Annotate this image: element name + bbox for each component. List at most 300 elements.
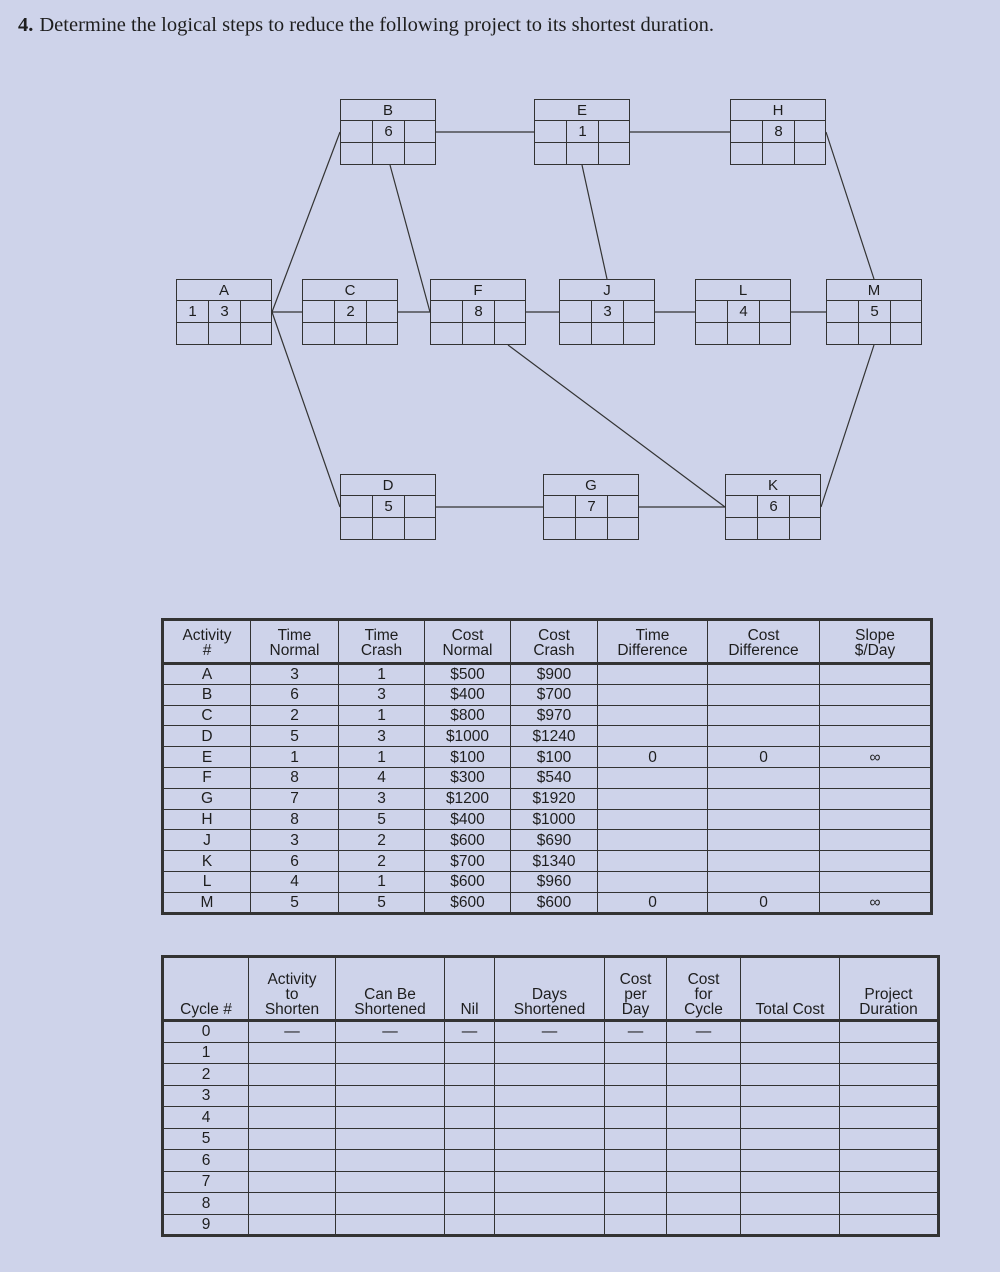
- column-header: Nil: [445, 957, 495, 1021]
- node-cell: [430, 322, 463, 345]
- activity-table-header: [163, 620, 932, 664]
- edge-K-M: [821, 345, 874, 507]
- table-cell: 9: [163, 1214, 249, 1236]
- activity-node-A: [176, 279, 272, 345]
- table-cell: 4: [339, 767, 425, 788]
- activity-row: [163, 726, 932, 747]
- table-cell: 0: [598, 747, 708, 768]
- table-cell: [605, 1171, 667, 1193]
- node-start: [543, 495, 576, 518]
- node-cell: [366, 322, 398, 345]
- table-cell: [495, 1064, 605, 1086]
- table-cell: $700: [425, 851, 511, 872]
- node-cell: [404, 495, 436, 518]
- node-cell: [240, 322, 272, 345]
- activity-node-H: [730, 99, 826, 165]
- node-cell: [372, 517, 405, 540]
- node-duration: 1: [566, 120, 599, 143]
- table-cell: $300: [425, 767, 511, 788]
- node-cell: [794, 142, 826, 165]
- table-cell: M: [163, 892, 251, 913]
- table-cell: [598, 788, 708, 809]
- table-cell: [249, 1150, 336, 1172]
- node-cell: [591, 322, 624, 345]
- table-cell: $960: [511, 871, 598, 892]
- table-cell: [598, 871, 708, 892]
- node-letter: K: [725, 474, 821, 496]
- table-cell: [495, 1193, 605, 1215]
- table-cell: [336, 1107, 445, 1129]
- activity-row: [163, 664, 932, 685]
- edge-E-J: [582, 165, 607, 279]
- table-cell: [820, 726, 932, 747]
- table-cell: $690: [511, 830, 598, 851]
- table-cell: 6: [251, 851, 339, 872]
- table-cell: [598, 705, 708, 726]
- node-cell: [404, 120, 436, 143]
- column-header: Can Be Shortened: [336, 957, 445, 1021]
- table-cell: [708, 788, 820, 809]
- table-cell: 5: [251, 726, 339, 747]
- table-cell: [249, 1107, 336, 1129]
- table-cell: 3: [339, 684, 425, 705]
- node-cell: [623, 300, 655, 323]
- node-cell: [730, 142, 763, 165]
- table-cell: [820, 664, 932, 685]
- table-cell: [249, 1193, 336, 1215]
- activity-row: [163, 705, 932, 726]
- node-letter: F: [430, 279, 526, 301]
- activity-node-G: [543, 474, 639, 540]
- column-header: Activity #: [163, 620, 251, 664]
- table-cell: [741, 1128, 840, 1150]
- table-cell: $900: [511, 664, 598, 685]
- table-cell: [336, 1042, 445, 1064]
- node-cell: [789, 495, 821, 518]
- node-duration: 7: [575, 495, 608, 518]
- node-cell: [340, 517, 373, 540]
- table-cell: F: [163, 767, 251, 788]
- table-cell: $800: [425, 705, 511, 726]
- node-letter: D: [340, 474, 436, 496]
- table-cell: 5: [163, 1128, 249, 1150]
- cycle-row: [163, 1193, 939, 1215]
- table-cell: 2: [339, 851, 425, 872]
- column-header: Cost Normal: [425, 620, 511, 664]
- cycle-table-body: [163, 1021, 939, 1236]
- table-cell: L: [163, 871, 251, 892]
- table-cell: ∞: [820, 747, 932, 768]
- table-cell: [445, 1042, 495, 1064]
- table-cell: [840, 1042, 939, 1064]
- node-cell: [762, 142, 795, 165]
- question-body: Determine the logical steps to reduce the following project to its shortest duration.: [39, 14, 714, 36]
- table-cell: [445, 1214, 495, 1236]
- activity-row: [163, 684, 932, 705]
- node-start: [826, 300, 859, 323]
- table-cell: [667, 1150, 741, 1172]
- table-cell: [708, 767, 820, 788]
- table-cell: $1000: [511, 809, 598, 830]
- table-cell: 2: [163, 1064, 249, 1086]
- activity-row: [163, 809, 932, 830]
- table-cell: [445, 1128, 495, 1150]
- table-cell: [445, 1171, 495, 1193]
- node-letter: B: [340, 99, 436, 121]
- table-cell: 6: [163, 1150, 249, 1172]
- node-duration: 5: [372, 495, 405, 518]
- node-start: [430, 300, 463, 323]
- table-cell: 1: [163, 1042, 249, 1064]
- table-cell: [445, 1193, 495, 1215]
- table-cell: ∞: [820, 892, 932, 913]
- table-cell: [708, 830, 820, 851]
- node-cell: [794, 120, 826, 143]
- table-cell: 7: [163, 1171, 249, 1193]
- table-cell: [820, 767, 932, 788]
- table-cell: [336, 1128, 445, 1150]
- node-cell: [598, 120, 630, 143]
- table-cell: [598, 851, 708, 872]
- node-cell: [890, 300, 922, 323]
- node-start: [730, 120, 763, 143]
- table-cell: [667, 1193, 741, 1215]
- node-cell: [695, 322, 728, 345]
- table-cell: [840, 1171, 939, 1193]
- node-cell: [302, 322, 335, 345]
- table-cell: 3: [339, 726, 425, 747]
- table-cell: K: [163, 851, 251, 872]
- table-cell: [249, 1171, 336, 1193]
- table-cell: [605, 1107, 667, 1129]
- node-cell: [757, 517, 790, 540]
- table-cell: [605, 1193, 667, 1215]
- activity-row: [163, 851, 932, 872]
- table-cell: [741, 1042, 840, 1064]
- node-cell: [559, 322, 592, 345]
- cycle-row: [163, 1064, 939, 1086]
- table-cell: [840, 1107, 939, 1129]
- table-cell: [336, 1214, 445, 1236]
- table-cell: 5: [339, 892, 425, 913]
- node-duration: 6: [757, 495, 790, 518]
- table-cell: [741, 1021, 840, 1043]
- activity-node-E: [534, 99, 630, 165]
- table-cell: [249, 1128, 336, 1150]
- table-cell: [445, 1107, 495, 1129]
- table-cell: [249, 1214, 336, 1236]
- column-header: Cost per Day: [605, 957, 667, 1021]
- table-cell: B: [163, 684, 251, 705]
- table-cell: [708, 851, 820, 872]
- table-cell: 0: [708, 747, 820, 768]
- table-cell: [336, 1064, 445, 1086]
- table-cell: [820, 705, 932, 726]
- node-letter: L: [695, 279, 791, 301]
- cycle-row: [163, 1107, 939, 1129]
- cycle-row: [163, 1214, 939, 1236]
- table-cell: 2: [251, 705, 339, 726]
- table-cell: [605, 1085, 667, 1107]
- node-cell: [826, 322, 859, 345]
- table-cell: 3: [251, 830, 339, 851]
- node-cell: [366, 300, 398, 323]
- cycle-row: [163, 1042, 939, 1064]
- table-cell: [598, 726, 708, 747]
- node-letter: E: [534, 99, 630, 121]
- table-cell: 0: [708, 892, 820, 913]
- node-start: [302, 300, 335, 323]
- activity-node-B: [340, 99, 436, 165]
- table-cell: $1000: [425, 726, 511, 747]
- table-cell: $1920: [511, 788, 598, 809]
- node-duration: 3: [208, 300, 241, 323]
- activity-node-L: [695, 279, 791, 345]
- node-start: [725, 495, 758, 518]
- table-cell: 8: [251, 767, 339, 788]
- table-cell: [820, 830, 932, 851]
- activity-node-F: [430, 279, 526, 345]
- table-cell: [495, 1150, 605, 1172]
- edge-H-M: [826, 132, 874, 279]
- table-cell: 1: [339, 747, 425, 768]
- table-cell: [495, 1042, 605, 1064]
- cycle-table-header: [163, 957, 939, 1021]
- table-cell: [708, 809, 820, 830]
- table-cell: [741, 1150, 840, 1172]
- table-cell: D: [163, 726, 251, 747]
- table-cell: [667, 1171, 741, 1193]
- node-duration: 8: [762, 120, 795, 143]
- node-duration: 8: [462, 300, 495, 323]
- node-cell: [340, 142, 373, 165]
- column-header: Time Difference: [598, 620, 708, 664]
- table-cell: [667, 1128, 741, 1150]
- table-cell: [495, 1107, 605, 1129]
- table-cell: [249, 1042, 336, 1064]
- table-cell: [605, 1150, 667, 1172]
- table-cell: [840, 1150, 939, 1172]
- node-start: [695, 300, 728, 323]
- cycle-row: [163, 1150, 939, 1172]
- table-cell: —: [605, 1021, 667, 1043]
- table-cell: 3: [163, 1085, 249, 1107]
- table-cell: [840, 1128, 939, 1150]
- activity-node-M: [826, 279, 922, 345]
- table-cell: —: [495, 1021, 605, 1043]
- table-cell: [741, 1214, 840, 1236]
- node-cell: [607, 517, 639, 540]
- node-cell: [176, 322, 209, 345]
- node-cell: [566, 142, 599, 165]
- activity-node-C: [302, 279, 398, 345]
- table-cell: H: [163, 809, 251, 830]
- table-cell: 4: [251, 871, 339, 892]
- table-cell: C: [163, 705, 251, 726]
- node-cell: [240, 300, 272, 323]
- table-cell: 1: [251, 747, 339, 768]
- table-cell: 5: [339, 809, 425, 830]
- table-cell: [495, 1214, 605, 1236]
- table-cell: [336, 1171, 445, 1193]
- node-cell: [462, 322, 495, 345]
- table-cell: 6: [251, 684, 339, 705]
- table-cell: —: [445, 1021, 495, 1043]
- table-cell: [495, 1171, 605, 1193]
- table-cell: $540: [511, 767, 598, 788]
- node-cell: [334, 322, 367, 345]
- node-letter: C: [302, 279, 398, 301]
- table-cell: 2: [339, 830, 425, 851]
- cycle-row: [163, 1171, 939, 1193]
- node-cell: [607, 495, 639, 518]
- activity-row: [163, 830, 932, 851]
- table-cell: $600: [511, 892, 598, 913]
- question-number: 4.: [18, 14, 34, 36]
- node-cell: [727, 322, 760, 345]
- activity-node-D: [340, 474, 436, 540]
- node-cell: [494, 300, 526, 323]
- table-cell: [708, 705, 820, 726]
- column-header: Time Normal: [251, 620, 339, 664]
- table-cell: [741, 1171, 840, 1193]
- table-cell: J: [163, 830, 251, 851]
- table-cell: 8: [163, 1193, 249, 1215]
- table-cell: A: [163, 664, 251, 685]
- column-header: Cost Crash: [511, 620, 598, 664]
- table-cell: [820, 851, 932, 872]
- activity-row: [163, 747, 932, 768]
- column-header: Activity to Shorten: [249, 957, 336, 1021]
- table-cell: $600: [425, 892, 511, 913]
- table-cell: 1: [339, 705, 425, 726]
- table-cell: 0: [163, 1021, 249, 1043]
- table-cell: [667, 1214, 741, 1236]
- column-header: Days Shortened: [495, 957, 605, 1021]
- node-start: [340, 495, 373, 518]
- table-cell: 5: [251, 892, 339, 913]
- node-cell: [759, 322, 791, 345]
- node-letter: J: [559, 279, 655, 301]
- table-cell: $500: [425, 664, 511, 685]
- table-cell: [336, 1193, 445, 1215]
- table-cell: [336, 1150, 445, 1172]
- table-cell: 1: [339, 664, 425, 685]
- activity-node-J: [559, 279, 655, 345]
- table-cell: [820, 871, 932, 892]
- activity-row: [163, 871, 932, 892]
- node-cell: [789, 517, 821, 540]
- cycle-row: [163, 1128, 939, 1150]
- node-duration: 5: [858, 300, 891, 323]
- table-cell: $1200: [425, 788, 511, 809]
- node-cell: [208, 322, 241, 345]
- table-cell: [605, 1128, 667, 1150]
- node-cell: [575, 517, 608, 540]
- node-cell: [372, 142, 405, 165]
- table-cell: 0: [598, 892, 708, 913]
- cycle-row: [163, 1085, 939, 1107]
- cycle-table: [161, 955, 940, 1237]
- table-cell: [249, 1085, 336, 1107]
- table-cell: [741, 1193, 840, 1215]
- table-cell: 3: [251, 664, 339, 685]
- table-cell: [605, 1214, 667, 1236]
- node-letter: A: [176, 279, 272, 301]
- node-letter: G: [543, 474, 639, 496]
- activity-row: [163, 767, 932, 788]
- table-cell: [708, 664, 820, 685]
- node-cell: [725, 517, 758, 540]
- column-header: Project Duration: [840, 957, 939, 1021]
- table-cell: [445, 1064, 495, 1086]
- node-cell: [543, 517, 576, 540]
- table-cell: [741, 1085, 840, 1107]
- node-cell: [890, 322, 922, 345]
- table-cell: G: [163, 788, 251, 809]
- table-cell: $100: [425, 747, 511, 768]
- column-header: Time Crash: [339, 620, 425, 664]
- column-header: Cost Difference: [708, 620, 820, 664]
- table-cell: [495, 1128, 605, 1150]
- activity-table-body: [163, 664, 932, 914]
- table-cell: —: [667, 1021, 741, 1043]
- node-start: [340, 120, 373, 143]
- table-cell: [840, 1193, 939, 1215]
- table-cell: [840, 1085, 939, 1107]
- table-cell: [840, 1064, 939, 1086]
- node-cell: [534, 142, 567, 165]
- table-cell: $1340: [511, 851, 598, 872]
- table-cell: $400: [425, 809, 511, 830]
- column-header: Cost for Cycle: [667, 957, 741, 1021]
- table-cell: [741, 1064, 840, 1086]
- table-cell: 1: [339, 871, 425, 892]
- column-header: Total Cost: [741, 957, 840, 1021]
- table-cell: [249, 1064, 336, 1086]
- table-cell: [840, 1021, 939, 1043]
- table-cell: [667, 1085, 741, 1107]
- table-cell: [708, 726, 820, 747]
- table-cell: $1240: [511, 726, 598, 747]
- node-cell: [404, 517, 436, 540]
- table-cell: 3: [339, 788, 425, 809]
- table-cell: [445, 1150, 495, 1172]
- node-cell: [494, 322, 526, 345]
- column-header: Slope $/Day: [820, 620, 932, 664]
- node-cell: [598, 142, 630, 165]
- node-letter: H: [730, 99, 826, 121]
- table-cell: [708, 871, 820, 892]
- node-duration: 3: [591, 300, 624, 323]
- table-cell: [741, 1107, 840, 1129]
- activity-node-K: [725, 474, 821, 540]
- activity-table: [161, 618, 933, 915]
- table-cell: [598, 767, 708, 788]
- table-cell: [605, 1042, 667, 1064]
- node-start: 1: [176, 300, 209, 323]
- node-letter: M: [826, 279, 922, 301]
- table-cell: [495, 1085, 605, 1107]
- activity-row: [163, 788, 932, 809]
- node-cell: [759, 300, 791, 323]
- table-cell: 4: [163, 1107, 249, 1129]
- table-cell: $970: [511, 705, 598, 726]
- table-cell: [445, 1085, 495, 1107]
- node-duration: 6: [372, 120, 405, 143]
- table-cell: E: [163, 747, 251, 768]
- table-cell: [820, 788, 932, 809]
